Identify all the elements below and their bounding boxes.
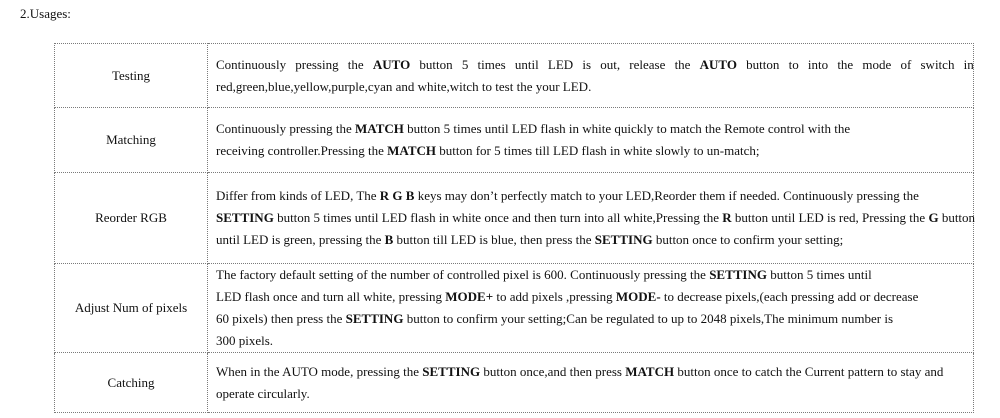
bold-term: B xyxy=(384,232,394,247)
description-line xyxy=(216,207,976,229)
usage-name: Testing xyxy=(55,44,208,108)
text-run: button xyxy=(419,56,453,72)
description-line xyxy=(216,140,973,162)
bold-term: R xyxy=(722,210,732,225)
text-run: into xyxy=(807,56,829,72)
usage-description xyxy=(208,264,974,353)
text-run: button till LED is blue, then press the xyxy=(393,232,595,247)
text-run: in xyxy=(963,56,974,72)
text-run: button once to catch the Current pattern to stay and xyxy=(674,363,944,379)
usage-name: Matching xyxy=(55,108,208,173)
description-line xyxy=(216,330,973,352)
bold-term: MODE+ xyxy=(445,289,494,304)
table-row xyxy=(55,264,974,353)
text-run: to add pixels ,pressing xyxy=(493,289,616,304)
description-line xyxy=(216,383,973,405)
text-run: pressing xyxy=(295,56,339,72)
bold-term: R G B xyxy=(379,188,415,203)
bold-term: SETTING xyxy=(422,363,481,379)
text-run: button xyxy=(746,56,780,72)
text-run: mode xyxy=(862,56,892,72)
text-run: red,green,blue,yellow,purple,cyan and white,witch to test the your LED. xyxy=(216,78,592,94)
description-line xyxy=(216,229,970,251)
text-run: button 5 times until xyxy=(767,267,872,282)
text-run: out, xyxy=(600,56,621,72)
text-run: operate circularly. xyxy=(216,385,310,401)
usage-description xyxy=(208,108,974,173)
bold-term: SETTING xyxy=(709,267,767,282)
usage-description xyxy=(208,173,974,264)
text-run: 60 pixels) then press the xyxy=(216,311,346,326)
text-run: Differ from kinds of LED, The xyxy=(216,188,380,203)
text-run: the xyxy=(347,56,364,72)
text-run: When in the AUTO mode, pressing the xyxy=(216,363,423,379)
usage-name: Adjust Num of pixels xyxy=(55,264,208,353)
bold-term: AUTO xyxy=(699,56,737,72)
text-run: Continuously xyxy=(216,56,287,72)
bold-term: MATCH xyxy=(355,121,404,136)
text-run: the xyxy=(837,56,854,72)
text-run: button 5 times until LED flash in white quickly to match the Remote control with the xyxy=(403,121,851,136)
description-line xyxy=(216,185,970,207)
text-run: to decrease pixels,(each pressing add or decrease xyxy=(660,289,919,304)
text-run: 300 pixels. xyxy=(216,333,274,348)
description-line xyxy=(216,361,973,383)
usage-description xyxy=(208,353,974,413)
bold-term: SETTING xyxy=(345,311,404,326)
table-row xyxy=(55,353,974,413)
text-run: button for 5 times till LED flash in white slowly to un-match; xyxy=(436,143,760,158)
usage-description xyxy=(208,44,974,108)
description-line xyxy=(216,264,973,286)
description-line xyxy=(216,118,973,140)
usages-table xyxy=(54,43,974,413)
usage-name: Catching xyxy=(55,353,208,413)
text-run: The factory default setting of the number of controlled pixel is 600. Continuously pressing the xyxy=(216,267,710,282)
text-run: until xyxy=(514,56,539,72)
text-run: button once,and then press xyxy=(480,363,626,379)
bold-term: AUTO xyxy=(372,56,411,72)
text-run: the xyxy=(674,56,691,72)
section-heading: 2.Usages: xyxy=(20,6,71,21)
text-run: times xyxy=(477,56,506,72)
text-run: button 5 times until LED flash in white once and then turn into all white,Pressing the xyxy=(273,210,723,225)
text-run: switch xyxy=(920,56,955,72)
table-row xyxy=(55,108,974,173)
text-run: button to confirm your setting;Can be regulated to up to 2048 pixels,The minimum number is xyxy=(403,311,894,326)
text-run: is xyxy=(582,56,592,72)
bold-term: MATCH xyxy=(387,143,436,158)
bold-term: SETTING xyxy=(216,210,274,225)
text-run: button xyxy=(938,210,976,225)
table-row xyxy=(55,173,974,264)
text-run: button until LED is red, Pressing the xyxy=(731,210,929,225)
text-run: to xyxy=(788,56,799,72)
bold-term: MATCH xyxy=(625,363,675,379)
text-run: until LED is green, pressing the xyxy=(216,232,385,247)
text-run: 5 xyxy=(461,56,469,72)
table-row xyxy=(55,44,974,108)
text-run: LED xyxy=(547,56,574,72)
description-line xyxy=(216,54,974,76)
bold-term: MODE- xyxy=(615,289,661,304)
text-run: receiving controller.Pressing the xyxy=(216,143,388,158)
bold-term: G xyxy=(928,210,939,225)
description-line xyxy=(216,76,970,98)
description-line xyxy=(216,308,973,330)
text-run: of xyxy=(900,56,912,72)
text-run: Continuously pressing the xyxy=(216,121,356,136)
text-run: button once to confirm your setting; xyxy=(652,232,844,247)
text-run: keys may don’t perfectly match to your LED,Reorder them if needed. Continuously pressing the xyxy=(414,188,919,203)
text-run: LED flash once and turn all white, pressing xyxy=(216,289,446,304)
description-line xyxy=(216,286,973,308)
bold-term: SETTING xyxy=(594,232,653,247)
usage-name: Reorder RGB xyxy=(55,173,208,264)
text-run: release xyxy=(629,56,666,72)
